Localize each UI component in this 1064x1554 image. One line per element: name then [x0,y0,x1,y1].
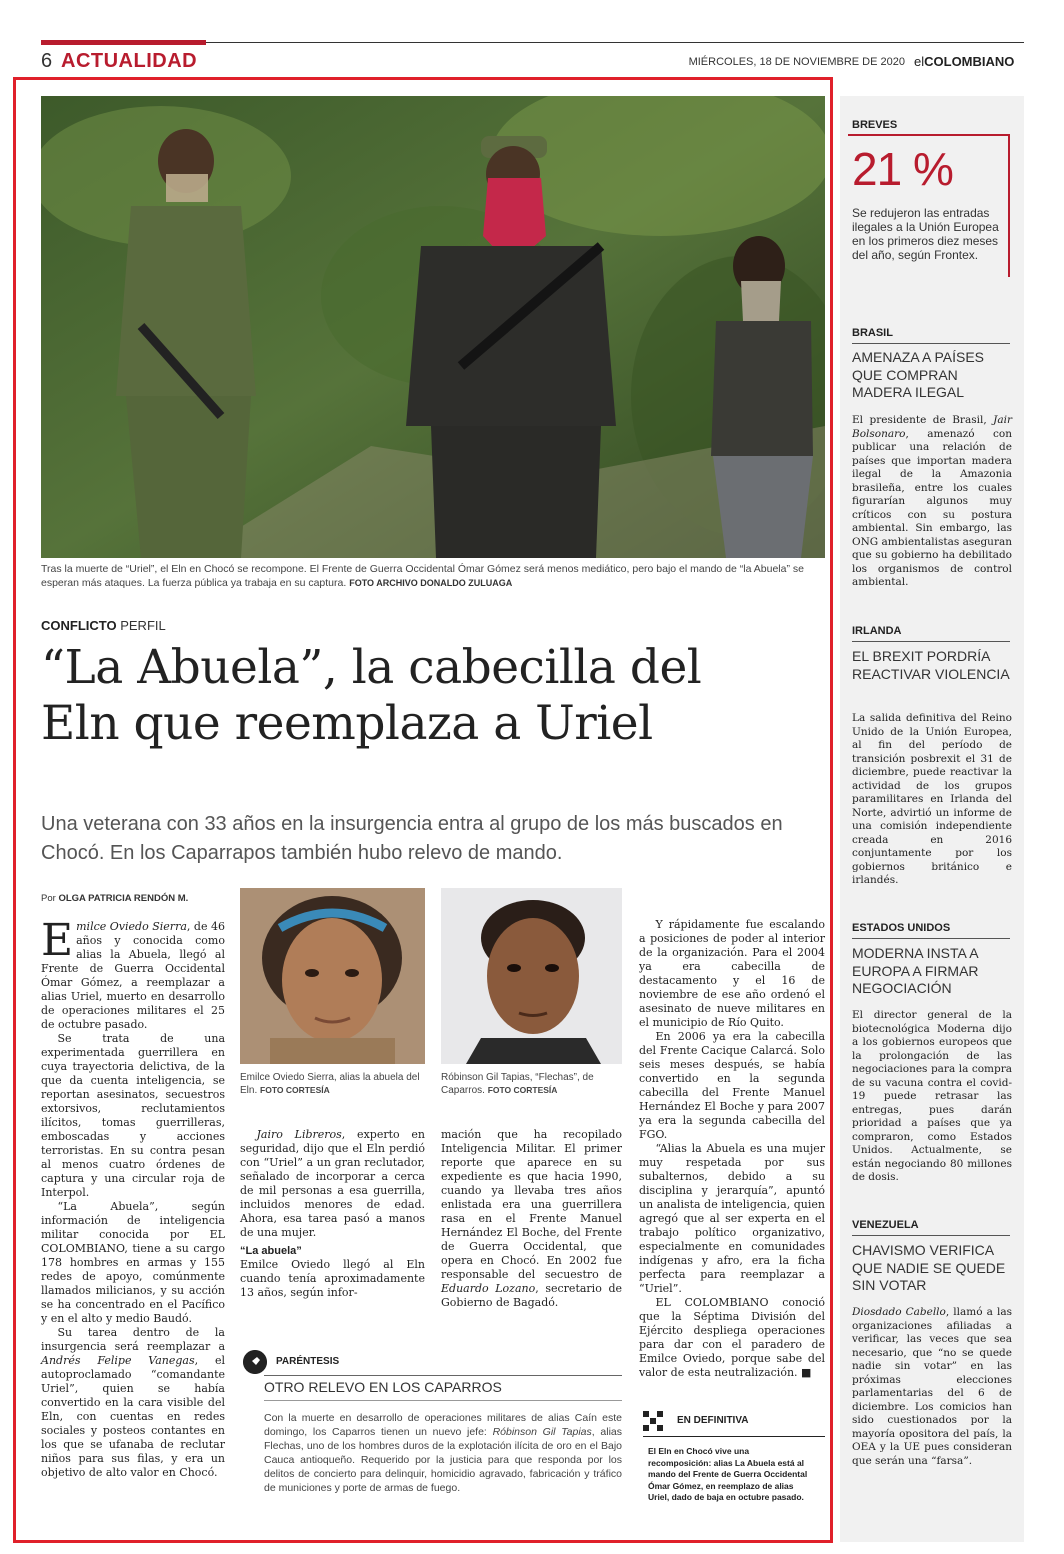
paragraph-text: Su tarea dentro de la insurgencia será reemplazar a [41,1326,225,1353]
logo-prefix: el [914,54,925,69]
paragraph-text: , experto en seguridad, dijo que el Eln perdió con “Uriel” a un gran reclutador, señalado de incorporar a cerca de mil personas a esa guerrilla, incluidos menores de edad. Ahora, esa tarea pasó a manos de una mujer. [240,1128,425,1239]
person-name: Róbinson Gil Tapias [492,1426,592,1438]
main-photo [41,96,825,558]
brief-title: EL BREXIT PORDRÍA REACTIVAR VIOLENCIA [852,648,1010,682]
brief-country: VENEZUELA [852,1219,919,1231]
paragraph-text: Con la muerte en desarrollo de operaciones militares de alias Caín este domingo, los Caparros tienen un nuevo jefe: [264,1412,622,1438]
brief-text [852,1306,1012,1468]
paragraph-text: , amenazó con publicar una relación de países que importan madera ilegal de la Amazonia brasileña, entre los cuales figurarían algunos muy críticos con su postura ambiental. Sin embargo, las ONG ambientalistas aseguran que su gobierno ha debilitado los organismos de control ambiental. [852,427,1012,588]
person-name: Eduardo Lozano [441,1282,536,1295]
paragraph [240,1128,425,1240]
headline-line-2: Eln que reemplaza a Uriel [41,696,653,751]
brief-rule [852,1235,1010,1236]
issue-date: MIÉRCOLES, 18 DE NOVIEMBRE DE 2020 [688,56,905,68]
paragraph-text: , llamó a las organizaciones afiliadas a verificar, las veces que sea necesario, que “no se quede nadie sin votar” en las próximas elecciones parlamentarias del 6 de diciembre. Los comicios han sido cuestionados por la mayoría opositora del país, la OEA y la UE pues consideran que serán una “farsa”. [852,1306,1012,1467]
photo-caption [41,562,825,590]
paragraph-text: , alias Flechas, uno de los hombres duros de la explotación ilícita de oro en el Bajo Cauca antioqueño. Requerido por la justicia para que responda por los delitos de concierto para delinquir, homicidio agravado, fabricación y tráfico de municiones y porte de armas de fuego. [264,1426,622,1494]
brief-text: El director general de la biotecnológica Moderna dijo a los gobiernos europeos que la prolongación de las negociaciones para la compra de su vacuna contra el covid-19 puede retrasar las entregas, pues darán prioridad a países que ya compraron, como Estados Unidos. Actualmente, se están negociando 80 millones de dosis. [852,1009,1012,1183]
article-column-1 [41,915,225,1480]
paragraph-text: mación que ha recopilado Inteligencia Militar. El primer reporte que aparece en su expediente es que hacia 1990, cuando ya llevaba tres años enlistada era una guerrillera rasa en el Frente Manuel Hernández El Boche, del Frente de Guerra Occidental, que opera en Chocó. En 2002 fue responsable del secuestro de [441,1128,622,1281]
paragraph: Se trata de una experimentada guerrillera en cuya trayectoria delictiva, de la que da cuenta inteligencia, se reportan asesinatos, secuestros extorsivos, reclutamientos ilícitos, tomas guerrilleras, emboscadas y acciones terroristas. En su contra pesan al menos cuatro órdenes de captura y una circular roja de Interpol. [41,1032,225,1199]
photo-caption-text: Tras la muerte de “Uriel”, el Eln en Chocó se recompone. El Frente de Guerra Occidental Ómar Gómez será menos mediático, pero bajo el mando de “la Abuela” se esperan más ataques. La fuerza pública ya trabaja en su captura. [41,563,804,589]
pin-icon [243,1350,267,1374]
header-rule [206,42,1024,43]
portrait-photo-robinson [441,888,622,1064]
headline-line-1: “La Abuela”, la cabecilla del [41,640,702,695]
parentesis-body [264,1411,622,1495]
kicker-topic: CONFLICTO [41,618,117,633]
brief-title: MODERNA INSTA A EUROPA A FIRMAR NEGOCIACIÓN [852,945,979,996]
brief-title: CHAVISMO VERIFICA QUE NADIE SE QUEDE SIN VOTAR [852,1242,1006,1293]
parentesis-title: OTRO RELEVO EN LOS CAPARROS [264,1379,502,1395]
byline-prefix: Por [41,893,56,904]
article-subhead: Una veterana con 33 años en la insurgencia entra al grupo de los más buscados en Chocó. En los Caparrapos también hubo relevo de mando. [41,813,783,864]
portrait-caption [240,1071,425,1097]
paragraph [41,915,225,1032]
paragraph: Emilce Oviedo llegó al Eln cuando tenía aproximadamente 13 años, según infor- [240,1258,425,1299]
byline [41,893,188,904]
end-mark: ■ [801,1366,812,1379]
person-name: milce Oviedo Sierra [76,920,187,933]
brief-country: IRLANDA [852,625,902,637]
portrait-caption [441,1071,622,1097]
paragraph-text: EL COLOMBIANO conoció que la Séptima División del Ejército despliega operaciones para dar con el paradero de Emilce Oviedo, porque sabe del valor de esta neutralización. [639,1296,825,1379]
article-column-2 [240,1128,425,1300]
paragraph-text: , de 46 años y conocida como alias la Abuela, llegó al Frente de Guerra Occidental Ómar Gómez, a reemplazar a alias Uriel, muerto en desarrollo de operaciones militares el 25 de octubre pasado. [41,920,225,1031]
photo-credit: FOTO CORTESÍA [260,1085,330,1095]
paragraph-text: , el autoproclamado “comandante Uriel”, quien se había convertido en la cara visible del Eln, con cuentas en redes sociales y posteos contantes en los que se ufanaba de reclutar niños para sus filas, y era un objetivo de alto valor en Chocó. [41,1354,225,1479]
paragraph-text: El presidente de Brasil, [852,414,994,426]
checker-icon [643,1411,663,1431]
newspaper-logo [914,54,1014,69]
paragraph-text: , secretario de Gobierno de Bagadó. [441,1282,622,1309]
paragraph [639,1296,825,1380]
article-kicker [41,618,166,633]
article-column-3 [441,1128,622,1310]
paragraph [41,1326,225,1480]
portrait-caption-text: Róbinson Gil Tapias, “Flechas”, de Caparros. [441,1072,594,1096]
person-name: Andrés Felipe Vanegas [41,1354,195,1367]
section-color-bar [41,40,206,45]
paragraph [441,1128,622,1310]
portrait-caption-text: Emilce Oviedo Sierra, alias la abuela del Eln. [240,1072,420,1096]
en-definitiva-body: El Eln en Chocó vive una recomposición: alias La Abuela está al mando del Frente de Guerra Occidental Ómar Gómez, en reemplazo de alias Uriel, dado de baja en octubre pasado. [648,1446,808,1502]
breves-accent [1008,134,1010,277]
person-name: Jair Bolsonaro [852,414,1012,440]
brief-rule [852,641,1010,642]
byline-author: OLGA PATRICIA RENDÓN M. [58,893,189,904]
section-name: ACTUALIDAD [61,50,198,72]
brief-title: AMENAZA A PAÍSES QUE COMPRAN MADERA ILEGAL [852,349,985,400]
photo-credit: FOTO CORTESÍA [487,1085,558,1095]
subsection-heading: “La abuela” [240,1245,302,1257]
brief-rule [852,938,1010,939]
brief-country: ESTADOS UNIDOS [852,922,951,934]
brief-country: BRASIL [852,327,893,339]
person-name: Diosdado Cabello [852,1306,946,1318]
drop-cap: E [41,915,74,966]
breves-rule [848,134,1010,136]
parentesis-rule [264,1375,622,1376]
parentesis-label: PARÉNTESIS [276,1356,340,1367]
breves-label: BREVES [852,119,898,131]
kicker-type: PERFIL [120,618,166,633]
brief-text: La salida definitiva del Reino Unido de la Unión Europea, al fin del período de transición posbrexit el 31 de diciembre, puede reactivar la actividad de los grupos paramilitares en Irlanda del Norte, advirtió un informe de una comisión independiente creada en 2016 conjuntamente por los gobiernos británico e irlandés. [852,712,1012,886]
article-column-4 [639,918,825,1380]
person-name: Jairo Libreros [256,1128,342,1141]
brief-text [852,414,1012,590]
portrait-photo-emilce [240,888,425,1064]
stat-text: Se redujeron las entradas ilegales a la Unión Europea en los primeros diez meses del año, según Frontex. [852,206,999,262]
parentesis-rule [264,1400,622,1401]
paragraph: “Alias la Abuela es una mujer muy respetada por sus subalternos, debido a su disciplina y jerarquía”, apuntó un analista de inteligencia, quien agregó que al ser experta en el trabajo político organizativo, especialmente en comunidades indígenas y afro, era la ficha perfecta para reemplazar a “Uriel”. [639,1142,825,1295]
logo-name: COLOMBIANO [924,54,1015,69]
paragraph: En 2006 ya era la cabecilla del Frente Cacique Calarcá. Solo seis meses después, se había convertido en la segunda cabecilla del Frente Manuel Hernández El Boche y para 2007 ya era la segunda cabecilla del FGO. [639,1030,825,1141]
brief-rule [852,343,1010,344]
en-definitiva-rule [643,1436,825,1437]
page-number: 6 [41,50,53,72]
article-headline [41,640,841,752]
paragraph: Y rápidamente fue escalando a posiciones de poder al interior de la organización. Para el 2004 ya era cabecilla de destacamento y el 16 de noviembre de ese año ordenó el asesinato de nueve militares en el municipio de Río Quito. [639,918,825,1029]
stat-value: 21 % [852,143,953,195]
photo-credit: FOTO ARCHIVO DONALDO ZULUAGA [349,578,513,588]
en-definitiva-label: EN DEFINITIVA [677,1415,749,1426]
paragraph: “La Abuela”, según información de inteligencia militar conocida por EL COLOMBIANO, tiene a su cargo 178 hombres en armas y 155 redes de apoyo, comúnmente llamados milicianos, y su acción se ha concentrado en el Pacífico y en el alto y medio Baudó. [41,1200,225,1325]
